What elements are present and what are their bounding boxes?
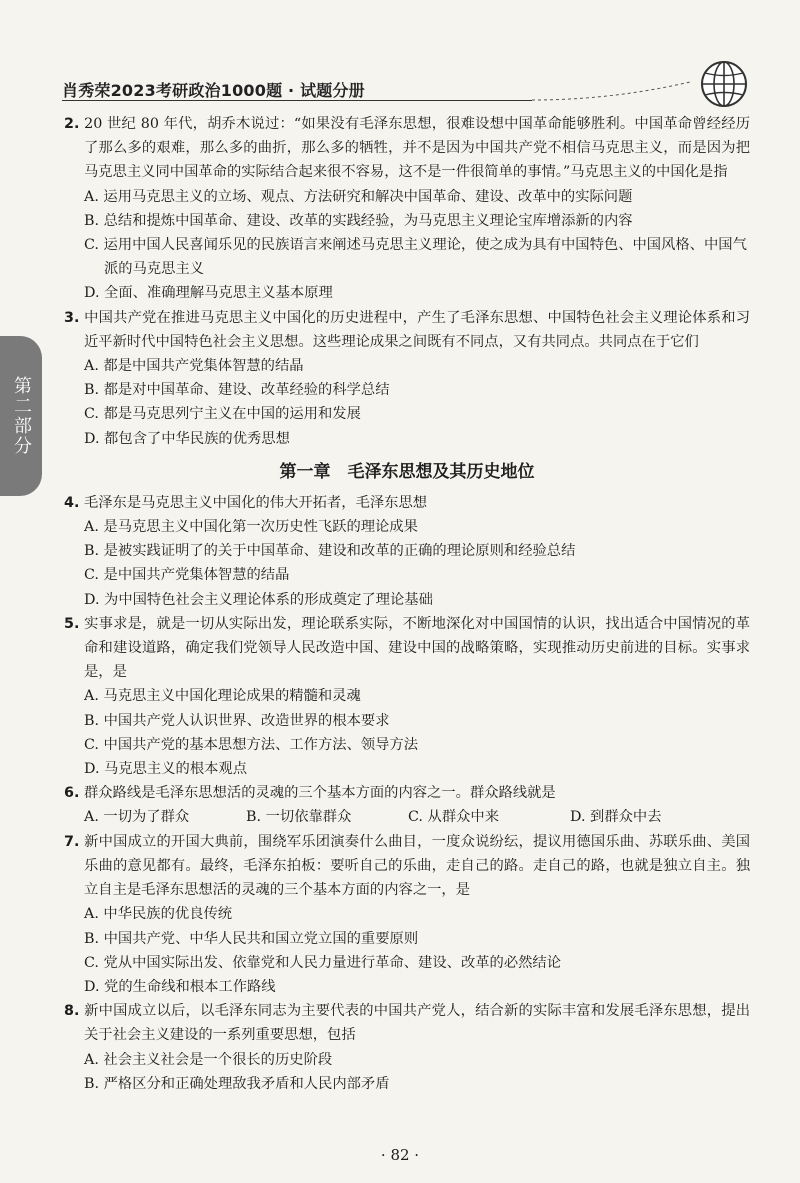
page-content <box>64 112 750 1096</box>
page-number: · 82 · <box>380 1146 420 1164</box>
option-a: A. 中华民族的优良传统 <box>84 906 233 923</box>
globe-icon <box>698 58 750 110</box>
option-b: B. 是被实践证明了的关于中国革命、建设和改革的正确的理论原则和经验总结 <box>84 543 576 560</box>
question-stem: 20 世纪 80 年代，胡乔木说过：“如果没有毛泽东思想，很难设想中国革命能够胜利。中国革命曾经经历了那么多的艰难，那么多的曲折，那么多的牺牲，并不是因为中国共产党不相信马克思主义，而是因为把马克思主义同中国革命的实际结合起来很不容易，这不是一件很简单的事情。”马克思主义的中国化是指 <box>84 116 751 181</box>
question-8 <box>64 999 750 1096</box>
option-c: C. 从群众中来 <box>408 809 500 826</box>
option-c: C. 中国共产党的基本思想方法、工作方法、领导方法 <box>84 736 419 753</box>
question-stem: 毛泽东是马克思主义中国化的伟大开拓者，毛泽东思想 <box>83 494 428 511</box>
options-row <box>84 805 750 829</box>
option-b: B. 中国共产党、中华人民共和国立党立国的重要原则 <box>84 930 419 947</box>
option-b: B. 中国共产党人认识世界、改造世界的根本要求 <box>84 712 390 729</box>
option-d: D. 都包含了中华民族的优秀思想 <box>84 430 290 447</box>
question-2 <box>64 112 750 306</box>
question-stem: 实事求是，就是一切从实际出发，理论联系实际，不断地深化对中国国情的认识，找出适合中国情况的革命和建设道路，确定我们党领导人民改造中国、建设中国的战略策略，实现推动历史前进的目标。实事求是，是 <box>84 615 750 681</box>
option-b: B. 总结和提炼中国革命、建设、改革的实践经验，为马克思主义理论宝库增添新的内容 <box>84 212 633 229</box>
header-rule <box>62 100 532 101</box>
question-number: 7. <box>64 833 80 850</box>
question-stem: 中国共产党在推进马克思主义中国化的历史进程中，产生了毛泽东思想、中国特色社会主义理论体系和习近平新时代中国特色社会主义思想。这些理论成果之间既有不同点，又有共同点。共同点在于它们 <box>84 309 750 350</box>
option-a: A. 马克思主义中国化理论成果的精髓和灵魂 <box>84 688 361 705</box>
option-d: D. 党的生命线和根本工作路线 <box>84 978 276 995</box>
question-7 <box>64 830 750 999</box>
section-side-tab: 第二部分 <box>0 336 42 496</box>
question-stem: 群众路线是毛泽东思想活的灵魂的三个基本方面的内容之一。群众路线就是 <box>83 785 556 802</box>
option-c: C. 都是马克思列宁主义在中国的运用和发展 <box>84 406 361 423</box>
question-number: 2. <box>64 116 80 132</box>
question-4 <box>64 491 750 612</box>
question-6 <box>64 781 750 829</box>
question-stem: 新中国成立以后，以毛泽东同志为主要代表的中国共产党人，结合新的实际丰富和发展毛泽东思想，提出关于社会主义建设的一系列重要思想，包括 <box>84 1003 750 1044</box>
option-d: D. 全面、准确理解马克思主义基本原理 <box>84 285 333 302</box>
option-d: D. 到群众中去 <box>570 809 662 826</box>
option-d: D. 马克思主义的根本观点 <box>84 761 248 778</box>
question-stem: 新中国成立的开国大典前，围绕军乐团演奏什么曲目，一度众说纷纭，提议用德国乐曲、苏联乐曲、美国乐曲的意见都有。最终，毛泽东拍板：要听自己的乐曲，走自己的路。走自己的路，也就是独立自主。独立自主是毛泽东思想活的灵魂的三个基本方面的内容之一，是 <box>84 833 750 899</box>
option-a: A. 一切为了群众 <box>84 809 190 826</box>
option-a: A. 社会主义社会是一个很长的历史阶段 <box>84 1051 333 1068</box>
question-number: 3. <box>64 309 80 326</box>
option-c: C. 运用中国人民喜闻乐见的民族语言来阐述马克思主义理论，使之成为具有中国特色、中国风格、中国气派的马克思主义 <box>84 237 747 278</box>
option-a: A. 都是中国共产党集体智慧的结晶 <box>84 358 304 375</box>
option-a: A. 运用马克思主义的立场、观点、方法研究和解决中国革命、建设、改革中的实际问题 <box>84 188 633 205</box>
header-title: 肖秀荣2023考研政治1000题 · 试题分册 <box>62 81 365 100</box>
page-header <box>62 70 752 104</box>
question-3 <box>64 306 750 451</box>
option-b: B. 严格区分和正确处理敌我矛盾和人民内部矛盾 <box>84 1075 390 1092</box>
question-number: 4. <box>64 494 80 511</box>
question-number: 8. <box>64 1003 80 1020</box>
option-b: B. 一切依靠群众 <box>246 809 352 826</box>
option-c: C. 党从中国实际出发、依靠党和人民力量进行革命、建设、改革的必然结论 <box>84 954 562 971</box>
chapter-title: 第一章 毛泽东思想及其历史地位 <box>279 461 535 482</box>
option-a: A. 是马克思主义中国化第一次历史性飞跃的理论成果 <box>84 519 418 536</box>
question-number: 6. <box>64 785 80 802</box>
option-c: C. 是中国共产党集体智慧的结晶 <box>84 567 290 584</box>
question-5 <box>64 612 750 781</box>
option-b: B. 都是对中国革命、建设、改革经验的科学总结 <box>84 382 390 399</box>
header-dashed-curve <box>532 80 692 102</box>
question-number: 5. <box>64 615 80 632</box>
option-d: D. 为中国特色社会主义理论体系的形成奠定了理论基础 <box>84 591 433 608</box>
